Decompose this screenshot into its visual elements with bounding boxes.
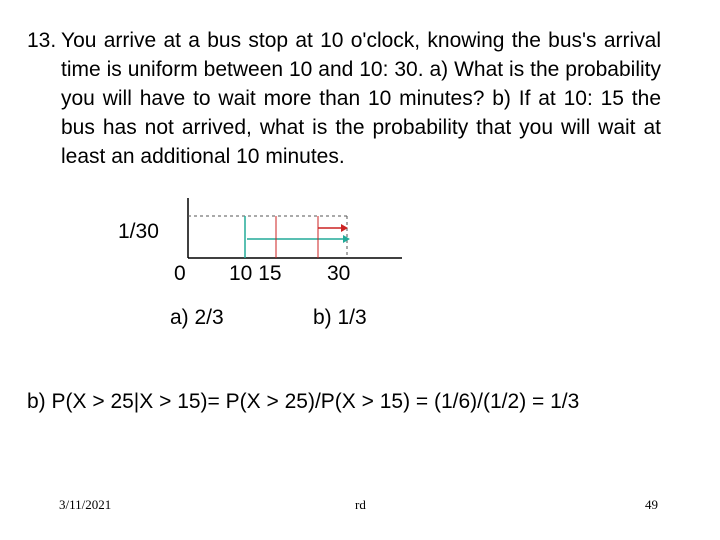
problem-text: You arrive at a bus stop at 10 o'clock, knowing the bus's arrival time is uniform between 10 and 10: 30. a) What is the probability you will have to wait more than 10 minutes? b) If at 10: 15 the bus has not arrived, what is the probability that you will wait at least an additional 10 minutes.: [61, 29, 661, 168]
footer-page-number: 49: [645, 497, 658, 512]
answer-b: b) 1/3: [313, 306, 367, 329]
conditional-probability-equation: b) P(X > 25|X > 15)= P(X > 25)/P(X > 15) = (1/6)/(1/2) = 1/3: [27, 390, 580, 413]
tick-label-10-15: 10 15: [229, 262, 282, 285]
answer-a: a) 2/3: [170, 306, 224, 329]
footer-author: rd: [355, 497, 366, 512]
footer-date: 3/11/2021: [59, 497, 112, 512]
problem-number: 13.: [27, 29, 57, 52]
density-label: 1/30: [118, 220, 159, 243]
tick-label-30: 30: [327, 262, 351, 285]
tick-label-0: 0: [174, 262, 186, 285]
